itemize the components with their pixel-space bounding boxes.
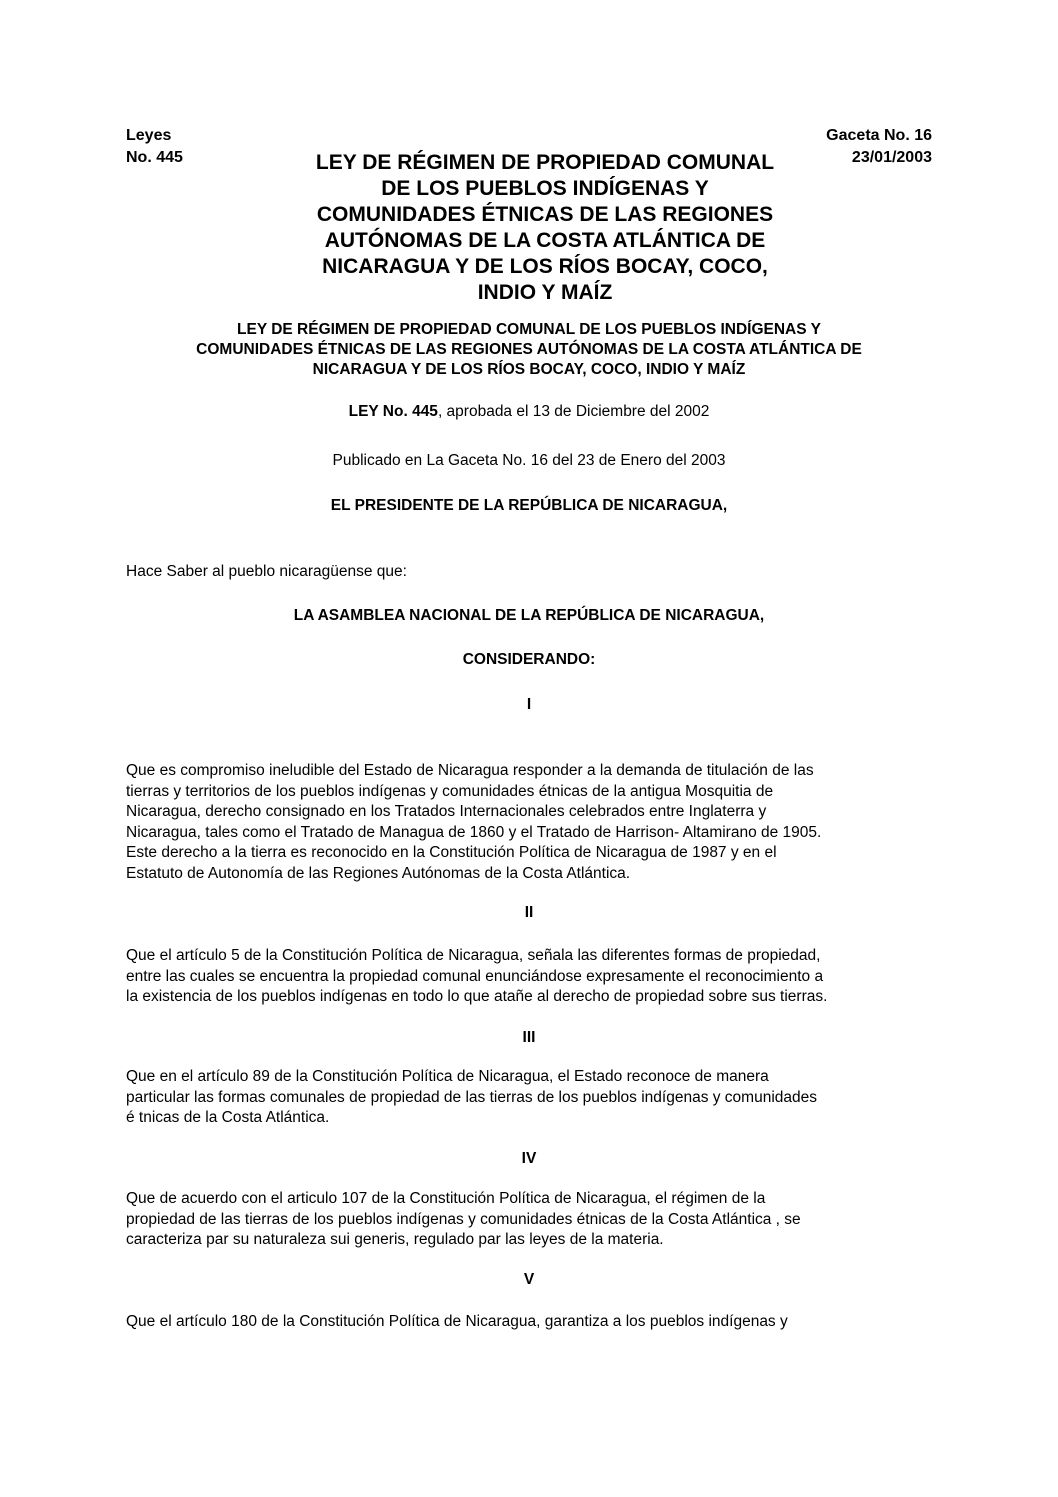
section-paragraph-ii	[126, 946, 936, 1008]
paragraph-line: Nicaragua, derecho consignado en los Tratados Internacionales celebrados entre Inglaterra y	[126, 803, 767, 820]
section-paragraph-iv	[126, 1189, 936, 1251]
paragraph-line: particular las formas comunales de propiedad de las tierras de los pueblos indígenas y comunidades	[126, 1088, 818, 1106]
paragraph-line: la existencia de los pueblos indígenas en todo lo que atañe al derecho de propiedad sobre sus tierras.	[126, 988, 828, 1005]
paragraph-line: propiedad de las tierras de los pueblos indígenas y comunidades étnicas de la Costa Atlántica , se	[126, 1210, 801, 1228]
section-paragraph-i	[126, 761, 936, 884]
section-numeral-ii: II	[524, 904, 534, 921]
main-title	[280, 150, 810, 306]
header-date: 23/01/2003	[851, 149, 932, 166]
sub-title-line: COMUNIDADES ÉTNICAS DE LAS REGIONES AUTÓNOMAS DE LA COSTA ATLÁNTICA DE	[196, 341, 862, 358]
sub-title	[126, 320, 932, 380]
sub-title-line: LEY DE RÉGIMEN DE PROPIEDAD COMUNAL DE LOS PUEBLOS INDÍGENAS Y	[237, 321, 821, 338]
main-title-line: NICARAGUA Y DE LOS RÍOS BOCAY, COCO,	[322, 255, 768, 278]
header-gazette: Gaceta No. 16	[826, 127, 932, 144]
main-title-line: DE LOS PUEBLOS INDÍGENAS Y	[381, 177, 709, 200]
publication-line: Publicado en La Gaceta No. 16 del 23 de Enero del 2003	[332, 452, 726, 469]
main-title-line: LEY DE RÉGIMEN DE PROPIEDAD COMUNAL	[315, 151, 775, 174]
main-title-line: AUTÓNOMAS DE LA COSTA ATLÁNTICA DE	[324, 229, 766, 252]
law-number-bold: LEY No. 445	[348, 403, 438, 420]
section-numeral-iii: III	[522, 1029, 536, 1046]
president-heading: EL PRESIDENTE DE LA REPÚBLICA DE NICARAGUA,	[330, 497, 728, 514]
section-paragraph-v	[126, 1312, 936, 1333]
section-numeral-v: V	[523, 1271, 535, 1288]
hace-saber-text: Hace Saber al pueblo nicaragüense que:	[126, 563, 407, 580]
law-approval-line	[126, 402, 932, 422]
considerando-heading: CONSIDERANDO:	[462, 651, 596, 668]
law-approval-date: , aprobada el 13 de Diciembre del 2002	[437, 403, 710, 420]
header-law-number: No. 445	[126, 149, 183, 166]
section-paragraph-iii	[126, 1067, 936, 1129]
paragraph-line: caracteriza par su naturaleza sui generis, regulado par las leyes de la materia.	[126, 1231, 664, 1248]
paragraph-line: Que de acuerdo con el articulo 107 de la Constitución Política de Nicaragua, el régimen de la	[126, 1190, 766, 1207]
asamblea-heading: LA ASAMBLEA NACIONAL DE LA REPÚBLICA DE NICARAGUA,	[293, 607, 765, 624]
main-title-line: COMUNIDADES ÉTNICAS DE LAS REGIONES	[316, 203, 774, 226]
header-category: Leyes	[126, 127, 172, 144]
section-numeral-iv: IV	[521, 1150, 537, 1167]
paragraph-line: Estatuto de Autonomía de las Regiones Autónomas de la Costa Atlántica.	[126, 864, 631, 882]
sub-title-line: NICARAGUA Y DE LOS RÍOS BOCAY, COCO, INDIO Y MAÍZ	[312, 361, 746, 378]
paragraph-line: é tnicas de la Costa Atlántica.	[126, 1109, 330, 1126]
section-numeral-i: I	[526, 696, 532, 713]
paragraph-line: entre las cuales se encuentra la propiedad comunal enunciándose expresamente el reconocimiento a	[126, 967, 824, 985]
paragraph-line: Que el artículo 180 de la Constitución Política de Nicaragua, garantiza a los pueblos indígenas y	[126, 1313, 788, 1330]
paragraph-line: Que es compromiso ineludible del Estado de Nicaragua responder a la demanda de titulación de las	[126, 762, 814, 779]
hace-saber-line	[126, 562, 936, 583]
header-right	[826, 125, 932, 169]
header-left	[126, 125, 183, 169]
paragraph-line: Que el artículo 5 de la Constitución Política de Nicaragua, señala las diferentes formas de propiedad,	[126, 947, 821, 964]
paragraph-line: tierras y territorios de los pueblos indígenas y comunidades étnicas de la antigua Mosquitia de	[126, 782, 774, 800]
paragraph-line: Nicaragua, tales como el Tratado de Managua de 1860 y el Tratado de Harrison- Altamirano de 1905.	[126, 823, 822, 841]
paragraph-line: Que en el artículo 89 de la Constitución Política de Nicaragua, el Estado reconoce de manera	[126, 1068, 769, 1085]
main-title-line: INDIO Y MAÍZ	[477, 281, 613, 304]
paragraph-line: Este derecho a la tierra es reconocido en la Constitución Política de Nicaragua de 1987 y en el	[126, 844, 777, 861]
